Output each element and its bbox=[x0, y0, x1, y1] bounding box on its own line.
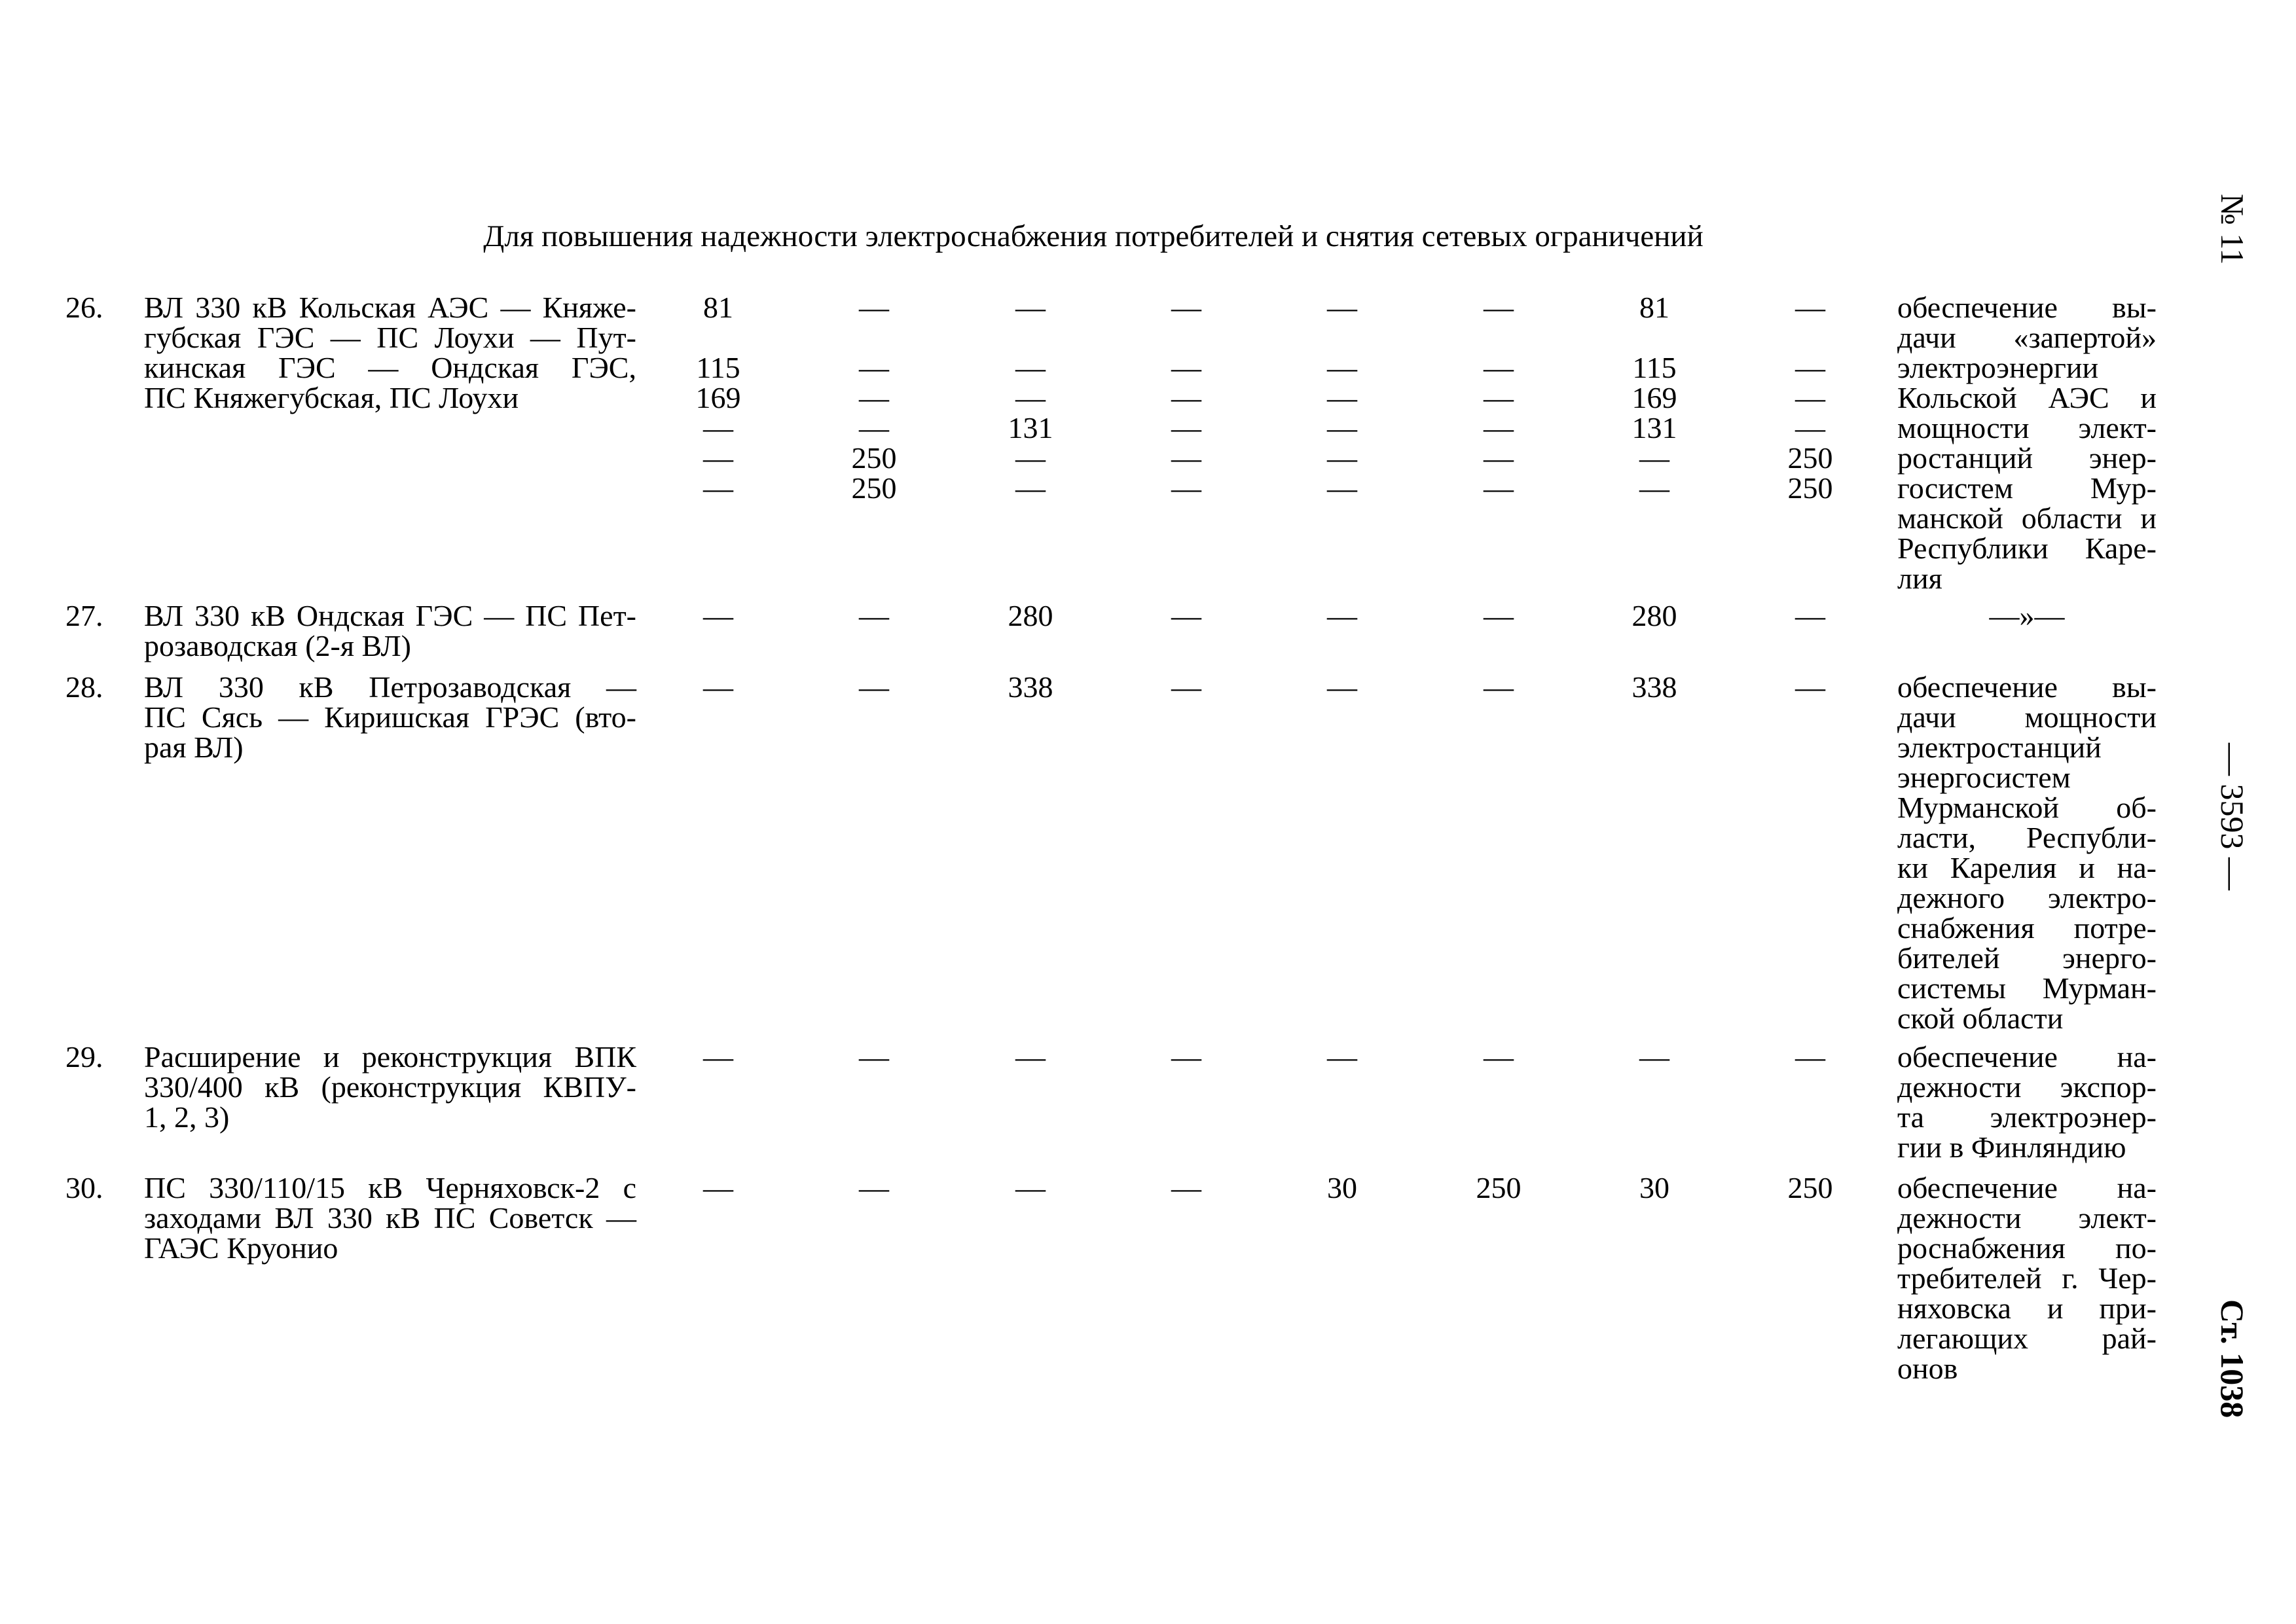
object-name-line: розаводская (2-я ВЛ) bbox=[144, 629, 411, 662]
value-cell: 115 bbox=[1632, 351, 1677, 384]
value-cell: — bbox=[1015, 471, 1046, 505]
purpose-line: манской области и bbox=[1897, 501, 2157, 535]
value-cell: 338 bbox=[1631, 670, 1677, 704]
value-cell: — bbox=[1171, 351, 1201, 384]
issue-number: № 11 bbox=[2214, 194, 2251, 265]
object-name-line: 1, 2, 3) bbox=[144, 1100, 230, 1134]
purpose-line: Мурманской об- bbox=[1897, 791, 2157, 824]
purpose-line: онов bbox=[1897, 1352, 1958, 1385]
value-cell: — bbox=[1484, 599, 1514, 632]
value-cell: — bbox=[703, 441, 733, 475]
value-cell: — bbox=[1015, 441, 1046, 475]
value-cell: — bbox=[1171, 1040, 1201, 1074]
value-cell: — bbox=[1327, 670, 1357, 704]
object-name bbox=[144, 1042, 636, 1132]
value-cell: 250 bbox=[1787, 441, 1833, 475]
value-cell: 81 bbox=[1639, 291, 1669, 324]
value-cell: — bbox=[1171, 599, 1201, 632]
value-cell: — bbox=[1484, 291, 1514, 324]
value-cell: — bbox=[703, 1040, 733, 1074]
value-cell: — bbox=[1484, 411, 1514, 444]
purpose-line: снабжения потре- bbox=[1897, 911, 2157, 945]
purpose-line: ки Карелия и на- bbox=[1897, 851, 2157, 884]
value-cell: — bbox=[1327, 599, 1357, 632]
value-cell: — bbox=[859, 1171, 889, 1204]
purpose-line: электростанций bbox=[1897, 731, 2102, 764]
value-cell: — bbox=[1484, 670, 1514, 704]
purpose-line: Кольской АЭС и bbox=[1897, 381, 2157, 414]
purpose-line: обеспечение на- bbox=[1897, 1040, 2157, 1074]
value-cell: — bbox=[859, 351, 889, 384]
purpose-line: госистем Мур- bbox=[1897, 471, 2157, 505]
purpose-line: энергосистем bbox=[1897, 761, 2071, 794]
value-cell: — bbox=[859, 291, 889, 324]
object-name bbox=[144, 293, 636, 413]
value-cell: — bbox=[1795, 1040, 1825, 1074]
value-cell: — bbox=[1639, 471, 1669, 505]
value-cell: — bbox=[1795, 351, 1825, 384]
value-cell: — bbox=[703, 670, 733, 704]
value-cell: — bbox=[1015, 1040, 1046, 1074]
purpose-line: Республики Каре- bbox=[1897, 532, 2157, 565]
value-cell: 81 bbox=[703, 291, 733, 324]
purpose-text bbox=[1897, 1042, 2157, 1163]
purpose-line: электроэнергии bbox=[1897, 351, 2099, 384]
purpose-line: обеспечение вы- bbox=[1897, 670, 2157, 704]
row-number: 29. bbox=[65, 1040, 103, 1074]
value-cell: — bbox=[859, 599, 889, 632]
object-name-line: Расширение и реконструкция ВПК bbox=[144, 1040, 636, 1074]
object-name-line: ВЛ 330 кВ Ондская ГЭС — ПС Пет- bbox=[144, 599, 636, 632]
value-cell: — bbox=[1795, 291, 1825, 324]
value-cell: — bbox=[1484, 351, 1514, 384]
object-name-line: заходами ВЛ 330 кВ ПС Советск — bbox=[144, 1201, 636, 1235]
purpose-line: обеспечение на- bbox=[1897, 1171, 2157, 1204]
purpose-line: дачи «запертой» bbox=[1897, 321, 2157, 354]
value-cell: — bbox=[703, 1171, 733, 1204]
value-cell: 250 bbox=[1787, 471, 1833, 505]
object-name-line: кинская ГЭС — Ондская ГЭС, bbox=[144, 351, 636, 384]
value-cell: — bbox=[1484, 381, 1514, 414]
value-cell: — bbox=[1171, 291, 1201, 324]
object-name-line: ВЛ 330 кВ Петрозаводская — bbox=[144, 670, 636, 704]
purpose-text bbox=[1897, 293, 2157, 594]
value-cell: 30 bbox=[1327, 1171, 1357, 1204]
object-name-line: ГАЭС Круонио bbox=[144, 1231, 338, 1265]
value-cell: — bbox=[1639, 441, 1669, 475]
purpose-line: дежности экспор- bbox=[1897, 1070, 2157, 1104]
object-name bbox=[144, 1173, 636, 1263]
purpose-line: обеспечение вы- bbox=[1897, 291, 2157, 324]
value-cell: — bbox=[1484, 1040, 1514, 1074]
row-number: 27. bbox=[65, 599, 103, 632]
purpose-line: та электроэнер- bbox=[1897, 1100, 2157, 1134]
value-cell: 131 bbox=[1631, 411, 1677, 444]
value-cell: — bbox=[859, 670, 889, 704]
value-cell: 30 bbox=[1639, 1171, 1669, 1204]
value-cell: — bbox=[1327, 291, 1357, 324]
purpose-line: гии в Финляндию bbox=[1897, 1130, 2126, 1164]
purpose-line: требителей г. Чер- bbox=[1897, 1261, 2157, 1295]
value-cell: 169 bbox=[695, 381, 741, 414]
value-cell: — bbox=[1795, 411, 1825, 444]
value-cell: 169 bbox=[1631, 381, 1677, 414]
object-name-line: ПС 330/110/15 кВ Черняховск-2 с bbox=[144, 1171, 636, 1204]
value-cell: 250 bbox=[1476, 1171, 1522, 1204]
value-cell: — bbox=[1327, 471, 1357, 505]
value-cell: — bbox=[703, 599, 733, 632]
purpose-line: лия bbox=[1897, 562, 1942, 595]
value-cell: — bbox=[1327, 351, 1357, 384]
value-cell: — bbox=[1171, 411, 1201, 444]
value-cell: — bbox=[859, 411, 889, 444]
value-cell: — bbox=[1171, 670, 1201, 704]
value-cell: — bbox=[1795, 381, 1825, 414]
value-cell: — bbox=[1015, 1171, 1046, 1204]
value-cell: — bbox=[1484, 441, 1514, 475]
purpose-line: легающих рай- bbox=[1897, 1322, 2157, 1355]
value-cell: — bbox=[1795, 670, 1825, 704]
purpose-line: бителей энерго- bbox=[1897, 941, 2157, 975]
value-cell: 250 bbox=[1787, 1171, 1833, 1204]
section-title: Для повышения надежности электроснабжения потребителей и снятия сетевых ограничений bbox=[483, 219, 1704, 253]
value-cell: — bbox=[703, 411, 733, 444]
purpose-text bbox=[1897, 672, 2157, 1034]
object-name-line: ПС Сясь — Киришская ГРЭС (вто- bbox=[144, 700, 636, 734]
value-cell: — bbox=[1171, 381, 1201, 414]
value-cell: — bbox=[1171, 1171, 1201, 1204]
value-cell: — bbox=[1327, 411, 1357, 444]
value-cell: 115 bbox=[696, 351, 740, 384]
object-name-line: 330/400 кВ (реконструкция КВПУ- bbox=[144, 1070, 636, 1104]
value-cell: — bbox=[1015, 291, 1046, 324]
purpose-line: системы Мурман- bbox=[1897, 971, 2157, 1005]
object-name bbox=[144, 601, 636, 661]
value-cell: 250 bbox=[851, 471, 897, 505]
purpose-line: няховска и при- bbox=[1897, 1291, 2157, 1325]
value-cell: — bbox=[1171, 471, 1201, 505]
value-cell: 280 bbox=[1631, 599, 1677, 632]
object-name-line: рая ВЛ) bbox=[144, 731, 244, 764]
article-number: Ст. 1038 bbox=[2214, 1299, 2251, 1418]
purpose-line: дежности элект- bbox=[1897, 1201, 2157, 1235]
purpose-line: дачи мощности bbox=[1897, 700, 2157, 734]
row-number: 30. bbox=[65, 1171, 103, 1204]
object-name-line: ПС Княжегубская, ПС Лоухи bbox=[144, 381, 519, 414]
value-cell: — bbox=[1484, 471, 1514, 505]
value-cell: — bbox=[1795, 599, 1825, 632]
value-cell: 338 bbox=[1008, 670, 1053, 704]
object-name bbox=[144, 672, 636, 763]
purpose-text bbox=[1897, 601, 2157, 631]
value-cell: — bbox=[859, 381, 889, 414]
value-cell: — bbox=[703, 471, 733, 505]
row-number: 26. bbox=[65, 291, 103, 324]
purpose-text bbox=[1897, 1173, 2157, 1384]
purpose-line: ской области bbox=[1897, 1001, 2064, 1035]
value-cell: — bbox=[1327, 1040, 1357, 1074]
value-cell: — bbox=[1327, 441, 1357, 475]
value-cell: — bbox=[1171, 441, 1201, 475]
value-cell: 280 bbox=[1008, 599, 1053, 632]
purpose-line: ласти, Республи- bbox=[1897, 821, 2157, 854]
purpose-line: роснабжения по- bbox=[1897, 1231, 2157, 1265]
value-cell: — bbox=[1639, 1040, 1669, 1074]
value-cell: — bbox=[1015, 351, 1046, 384]
purpose-line: —»— bbox=[1989, 599, 2065, 632]
purpose-line: мощности элект- bbox=[1897, 411, 2157, 444]
value-cell: 250 bbox=[851, 441, 897, 475]
value-cell: — bbox=[1327, 381, 1357, 414]
value-cell: 131 bbox=[1008, 411, 1053, 444]
object-name-line: ВЛ 330 кВ Кольская АЭС — Княже- bbox=[144, 291, 636, 324]
purpose-line: дежного электро- bbox=[1897, 881, 2157, 914]
purpose-line: ростанций энер- bbox=[1897, 441, 2157, 475]
page-number: — 3593 — bbox=[2214, 743, 2251, 890]
value-cell: — bbox=[1015, 381, 1046, 414]
value-cell: — bbox=[859, 1040, 889, 1074]
object-name-line: губская ГЭС — ПС Лоухи — Пут- bbox=[144, 321, 636, 354]
row-number: 28. bbox=[65, 670, 103, 704]
